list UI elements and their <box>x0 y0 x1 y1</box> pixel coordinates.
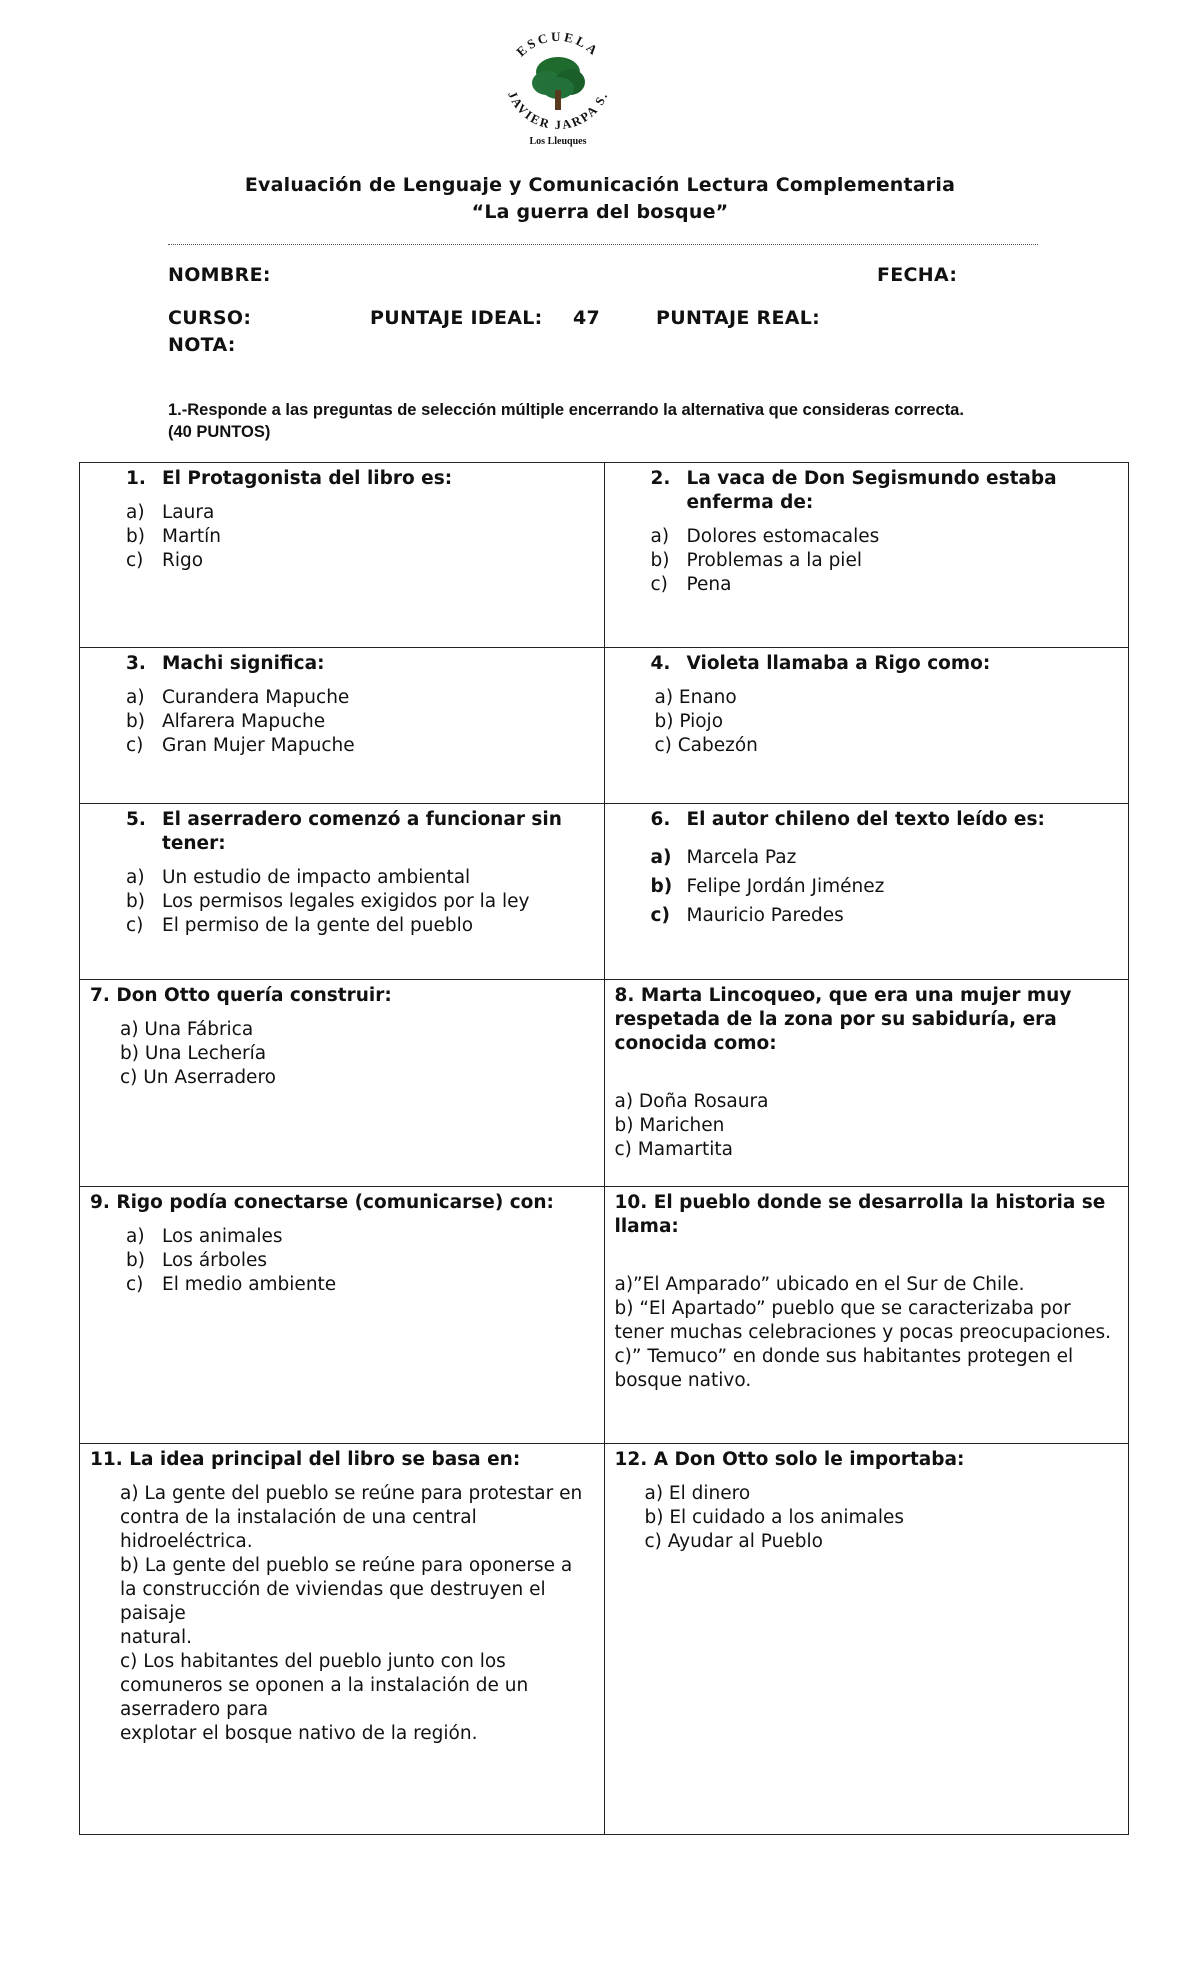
logo-arc-text: ESCUELA <box>513 28 603 60</box>
question-9: 9. Rigo podía conectarse (comunicarse) con: <box>90 1192 554 1213</box>
question-1: 1. El Protagonista del libro es: <box>126 468 453 489</box>
option[interactable]: b) Problemas a la piel <box>650 550 862 571</box>
question-2: 2. La vaca de Don Segismundo estaba enferma de: <box>650 468 1057 513</box>
logo-school-name: JAVIER JARPA S. <box>505 89 611 133</box>
option[interactable]: c) Gran Mujer Mapuche <box>126 735 355 756</box>
option[interactable]: b) Una Lechería <box>120 1043 267 1064</box>
option[interactable]: b) “El Apartado” pueblo que se caracterizaba por tener muchas celebraciones y pocas preocupaciones. <box>614 1298 1112 1343</box>
question-4: 4. Violeta llamaba a Rigo como: <box>650 653 991 674</box>
question-3: 3. Machi significa: <box>126 653 325 674</box>
page-title: Evaluación de Lenguaje y Comunicación Lectura Complementaria <box>244 174 956 196</box>
question-cell <box>80 463 605 648</box>
question-cell <box>80 1187 605 1444</box>
nota-label: NOTA: <box>168 334 236 356</box>
puntaje-ideal-label: PUNTAJE IDEAL: <box>370 307 543 329</box>
question-8: 8. Marta Lincoqueo, que era una mujer muy respetada de la zona por su sabiduría, era conocida como: <box>614 985 1072 1054</box>
option[interactable]: a) La gente del pueblo se reúne para protestar en contra de la instalación de una central hidroeléctrica. <box>120 1483 583 1552</box>
question-11: 11. La idea principal del libro se basa en: <box>90 1449 521 1470</box>
question-cell <box>80 980 605 1187</box>
nombre-label: NOMBRE: <box>168 264 271 286</box>
option[interactable]: b) El cuidado a los animales <box>644 1507 905 1528</box>
puntaje-ideal-value: 47 <box>573 307 601 329</box>
question-5: 5. El aserradero comenzó a funcionar sin tener: <box>126 809 562 854</box>
instructions <box>168 399 1068 443</box>
option[interactable]: b) Martín <box>126 526 222 547</box>
book-title: “La guerra del bosque” <box>471 201 729 223</box>
option[interactable]: b) Marichen <box>614 1115 725 1136</box>
option[interactable]: b) Alfarera Mapuche <box>126 711 326 732</box>
question-10: 10. El pueblo donde se desarrolla la historia se llama: <box>614 1192 1106 1237</box>
option[interactable]: c) Rigo <box>126 550 204 571</box>
option[interactable]: a) El dinero <box>644 1483 751 1504</box>
school-logo <box>495 28 621 150</box>
option[interactable]: a) Los animales <box>126 1226 283 1247</box>
question-cell <box>604 1187 1129 1444</box>
tree-icon <box>495 28 621 150</box>
question-cell <box>604 463 1129 648</box>
question-6: 6. El autor chileno del texto leído es: <box>650 809 1045 830</box>
option[interactable]: c) El permiso de la gente del pueblo <box>126 915 474 936</box>
question-cell <box>80 648 605 804</box>
option[interactable]: a) Dolores estomacales <box>650 526 880 547</box>
option[interactable]: b) Los permisos legales exigidos por la ley <box>126 891 530 912</box>
question-cell <box>80 804 605 980</box>
question-cell <box>604 980 1129 1187</box>
option[interactable]: c) Los habitantes del pueblo junto con los comuneros se oponen a la instalación de un aserradero para explotar el bosque nativo de la región. <box>120 1651 529 1744</box>
dotted-divider <box>168 244 1038 245</box>
option[interactable]: c) Ayudar al Pueblo <box>644 1531 823 1552</box>
option[interactable]: c) Mamartita <box>614 1139 734 1160</box>
option[interactable]: b) Piojo <box>654 711 724 732</box>
question-cell <box>604 1444 1129 1835</box>
option[interactable]: a) Curandera Mapuche <box>126 687 350 708</box>
option[interactable]: c)” Temuco” en donde sus habitantes protegen el bosque nativo. <box>614 1346 1074 1391</box>
logo-location: Los Lleuques <box>529 136 587 147</box>
fecha-label: FECHA: <box>877 264 958 286</box>
svg-text:ESCUELA <box>513 29 602 59</box>
option[interactable]: a) Un estudio de impacto ambiental <box>126 867 471 888</box>
instructions-line: 1.-Responde a las preguntas de selección múltiple encerrando la alternativa que consideras correcta. <box>168 401 964 419</box>
option[interactable]: b) Felipe Jordán Jiménez <box>650 876 885 897</box>
option[interactable]: a)”El Amparado” ubicado en el Sur de Chile. <box>614 1274 1025 1295</box>
puntaje-real-label: PUNTAJE REAL: <box>656 307 821 329</box>
curso-label: CURSO: <box>168 307 252 329</box>
option[interactable]: c) Pena <box>650 574 732 595</box>
points-note: (40 PUNTOS) <box>168 423 271 441</box>
questions-table <box>79 462 1129 1835</box>
option[interactable]: c) Mauricio Paredes <box>650 905 844 926</box>
option[interactable]: a) Laura <box>126 502 215 523</box>
option[interactable]: c) Cabezón <box>654 735 758 756</box>
option[interactable]: c) El medio ambiente <box>126 1274 337 1295</box>
option[interactable]: b) Los árboles <box>126 1250 267 1271</box>
question-cell <box>604 804 1129 980</box>
question-12: 12. A Don Otto solo le importaba: <box>614 1449 965 1470</box>
option[interactable]: a) Marcela Paz <box>650 847 797 868</box>
question-7: 7. Don Otto quería construir: <box>90 985 392 1006</box>
option[interactable]: a) Enano <box>654 687 737 708</box>
question-cell <box>604 648 1129 804</box>
option[interactable]: a) Doña Rosaura <box>614 1091 769 1112</box>
option[interactable]: a) Una Fábrica <box>120 1019 254 1040</box>
option[interactable]: c) Un Aserradero <box>120 1067 276 1088</box>
option[interactable]: b) La gente del pueblo se reúne para oponerse a la construcción de viviendas que destruyen el paisaje natural. <box>120 1555 573 1648</box>
question-cell <box>80 1444 605 1835</box>
